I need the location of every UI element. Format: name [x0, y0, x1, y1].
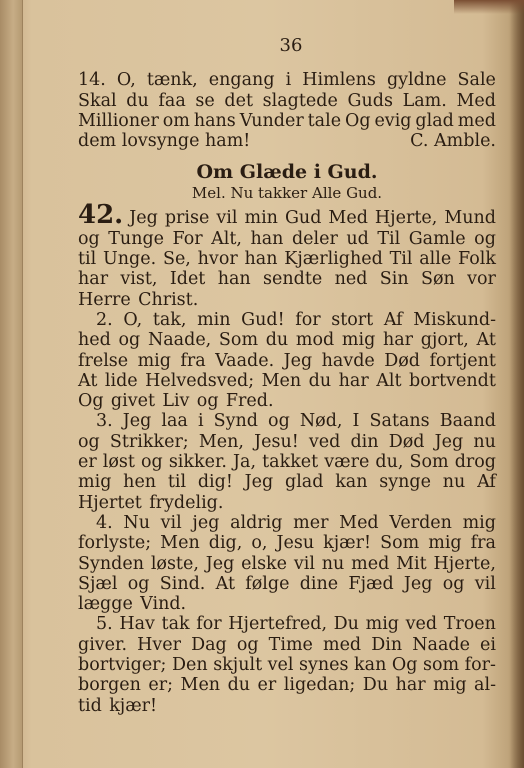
word: vil [293, 553, 315, 574]
word: faa [158, 90, 186, 111]
word: kan [335, 472, 368, 493]
word: du [308, 370, 332, 391]
stanza-last-line: dem lovsynge ham! [78, 131, 251, 152]
word: tale [307, 110, 342, 131]
first-line-text [129, 208, 496, 228]
word: tid [78, 695, 102, 716]
word: Naade, [147, 330, 212, 351]
word: dine [299, 573, 339, 594]
word: ei [480, 634, 496, 655]
justified-line [78, 554, 496, 574]
word: Verden [389, 512, 452, 533]
word: har [395, 675, 426, 696]
word: I [352, 411, 360, 432]
justified-line [78, 310, 496, 330]
word: Naade [412, 634, 470, 655]
word: Synden [78, 553, 144, 574]
word: lide [104, 370, 138, 391]
word: forlyste; [78, 533, 152, 554]
word: til [78, 249, 97, 270]
word: Idet [169, 269, 206, 290]
word: For [172, 228, 203, 249]
justified-line [78, 635, 496, 655]
word: Nød, [299, 411, 343, 432]
spine-shadow [510, 0, 524, 768]
word: har [338, 370, 369, 391]
word: 2. [96, 309, 113, 330]
word: kjær! [323, 533, 372, 554]
justified-line [78, 472, 496, 492]
word: mig [365, 614, 399, 635]
word: Strikker; [109, 431, 189, 452]
word: Du [362, 675, 389, 696]
word: i [197, 411, 204, 432]
word: ud [346, 228, 369, 249]
word: og [141, 452, 163, 473]
short-line [78, 493, 496, 513]
word: fortjent [429, 350, 496, 371]
word: og [268, 411, 290, 432]
hymn-title: Om Glæde i Gud. [196, 161, 378, 184]
justified-line [78, 675, 496, 695]
word: Som [380, 533, 420, 554]
top-stain [454, 0, 524, 14]
word: du [126, 90, 149, 111]
word: jeg [192, 512, 220, 533]
word: løst [102, 452, 135, 473]
word: mig [78, 472, 112, 493]
word: for- [464, 655, 496, 676]
word: min [197, 309, 231, 330]
word: Hjertet [78, 492, 142, 513]
word: glad [415, 110, 454, 131]
word: Liv [162, 391, 190, 412]
word: Du [333, 614, 359, 635]
word: tak [161, 614, 190, 635]
short-line [78, 594, 496, 614]
word: Af [383, 309, 403, 330]
word: og [78, 431, 100, 452]
word: frelse [78, 350, 129, 371]
justified-line [78, 655, 496, 675]
word: du, [375, 452, 404, 473]
justified-line [78, 111, 496, 131]
word: havde [321, 350, 375, 371]
hymn-42 [78, 200, 496, 716]
word: 3. [96, 411, 113, 432]
justified-line [78, 432, 496, 452]
word: Hver [137, 634, 182, 655]
word: han [244, 249, 278, 270]
word: Hav [119, 614, 155, 635]
word: Lam. [402, 90, 447, 111]
word: være [324, 452, 370, 473]
word: Jeg [283, 350, 313, 371]
word: giver. [78, 634, 128, 655]
word: Miskund- [413, 309, 496, 330]
word: mig [341, 330, 376, 351]
word: Ja, [233, 452, 257, 473]
word: han [217, 269, 251, 290]
first-line [78, 200, 496, 231]
justified-line [78, 411, 496, 431]
word: synge [379, 472, 431, 493]
word: Hjerte, [374, 208, 438, 229]
word: O, [116, 70, 136, 91]
hymn-number: 42. [78, 200, 124, 231]
word: med [351, 553, 390, 574]
word: vist, [120, 269, 158, 290]
word: Fjæd [348, 573, 394, 594]
word: Men [160, 533, 200, 554]
word: det [224, 90, 254, 111]
word: og [196, 391, 219, 412]
word: mod [295, 330, 335, 351]
word: laa [161, 411, 188, 432]
word: Men, [198, 431, 244, 452]
word: og [442, 573, 465, 594]
word: Time [268, 634, 313, 655]
word: Søn [420, 269, 455, 290]
word: Guds [347, 90, 393, 111]
word: du [227, 675, 251, 696]
word: Vunder [239, 110, 304, 131]
justified-line [78, 249, 496, 269]
word: Vaade. [215, 350, 275, 371]
word: Sale [457, 70, 496, 91]
word: Jeg [244, 472, 274, 493]
hymn-author: C. Amble. [410, 131, 496, 152]
justified-line [78, 330, 496, 350]
word: lægge [78, 594, 133, 615]
word: Tunge [108, 228, 165, 249]
word: Af [477, 472, 496, 493]
word: Jeg [205, 553, 235, 574]
word: og [127, 573, 150, 594]
word: hen [123, 472, 157, 493]
word: gjort, [420, 330, 469, 351]
word: Alt, [211, 228, 242, 249]
word: evig [374, 110, 412, 131]
word: for [196, 614, 222, 635]
word: bortvendt [409, 370, 496, 391]
word: Med [328, 208, 368, 229]
word: har [78, 269, 109, 290]
word: Hjerte, [433, 553, 496, 574]
word: Dag [191, 634, 227, 655]
word: 4. [96, 512, 113, 533]
word: er; [148, 675, 174, 696]
word: Men [180, 675, 221, 696]
word: nu [321, 553, 345, 574]
word: fra [180, 350, 206, 371]
justified-line [78, 533, 496, 553]
word: Skal [78, 90, 117, 111]
word: skjult [213, 655, 263, 676]
word: Og [78, 391, 104, 412]
word: din [350, 431, 379, 452]
justified-line [78, 452, 496, 472]
word: Fred. [225, 391, 274, 412]
word: deler [291, 228, 338, 249]
word: Med [339, 512, 379, 533]
word: bortviger; [78, 655, 167, 676]
word: og [118, 330, 141, 351]
justified-line [78, 70, 496, 90]
word: mig [462, 512, 496, 533]
word: Christ. [138, 289, 199, 310]
word: o, [251, 533, 268, 554]
word: Unge. [103, 249, 157, 270]
word: Alt [376, 370, 402, 391]
justified-line [78, 371, 496, 391]
word: Som [218, 330, 259, 351]
word: Folk [458, 249, 496, 270]
hymn-melody: Mel. Nu takker Alle Gud. [191, 184, 383, 203]
word: borgen [78, 675, 141, 696]
word: ved [308, 431, 341, 452]
word: Helvedsved; [145, 370, 255, 391]
word: Himlens [302, 70, 376, 91]
word: ned [334, 269, 368, 290]
word: om [162, 110, 190, 131]
word: har [382, 330, 414, 351]
last-line-with-author [78, 131, 496, 151]
word: synes [299, 655, 349, 676]
word: 5. [96, 614, 113, 635]
justified-line [78, 229, 496, 249]
word: slagtede [262, 90, 338, 111]
word: Med [456, 90, 496, 111]
word: vor [467, 269, 496, 290]
word: hed [78, 330, 111, 351]
word: At [215, 573, 236, 594]
word: stort [331, 309, 374, 330]
word: mer [293, 512, 329, 533]
justified-line [78, 351, 496, 371]
word: Jeg [122, 411, 152, 432]
word: se [195, 90, 215, 111]
word: Satans [369, 411, 430, 432]
word: er [257, 675, 277, 696]
word: At [78, 370, 98, 391]
justified-line [78, 269, 496, 289]
word: Hjertefred, [228, 614, 328, 635]
word: glad [285, 472, 324, 493]
word: for [295, 309, 321, 330]
word: med [457, 110, 496, 131]
word: O, [123, 309, 143, 330]
word: Jeg [129, 208, 158, 229]
word: Jeg [434, 431, 464, 452]
word: givet [110, 391, 155, 412]
word: fra [470, 533, 496, 554]
word: Herre [78, 289, 131, 310]
word: hvor [197, 249, 238, 270]
word: vil [474, 573, 496, 594]
word: Sjæl [78, 573, 118, 594]
word: Og [344, 110, 371, 131]
word: Nu [123, 512, 150, 533]
word: du [265, 330, 289, 351]
word: sikker. [168, 452, 227, 473]
word: Som [409, 452, 449, 473]
word: Din [371, 634, 403, 655]
word: og [78, 228, 100, 249]
word: Død [384, 350, 420, 371]
word: tak, [152, 309, 187, 330]
word: Jeg [403, 573, 433, 594]
stanza-14 [78, 70, 496, 151]
word: Død [388, 431, 425, 452]
word: han [250, 228, 284, 249]
word: At [476, 330, 496, 351]
justified-line [78, 513, 496, 533]
word: Til [377, 228, 401, 249]
word: Gamle [408, 228, 466, 249]
word: Synd [213, 411, 258, 432]
word: er [78, 452, 97, 473]
word: vel [267, 655, 294, 676]
word: kan [354, 655, 387, 676]
word: Gud [284, 208, 322, 229]
word: Troen [443, 614, 496, 635]
word: vil [160, 512, 182, 533]
word: al- [474, 675, 496, 696]
word: og [474, 228, 496, 249]
word: løste, [150, 553, 199, 574]
page-number: 36 [279, 35, 303, 56]
word: mig [137, 350, 171, 371]
word: Jesu [276, 533, 315, 554]
page-text [78, 36, 496, 716]
word: dig, [208, 533, 243, 554]
word: kjær! [109, 695, 158, 716]
word: mig [428, 533, 462, 554]
word: Gud! [241, 309, 285, 330]
word: 14. [78, 70, 106, 91]
word: Til [389, 249, 413, 270]
justified-line [78, 91, 496, 111]
word: og [236, 634, 259, 655]
word: prise [164, 208, 210, 229]
word: dig! [197, 472, 233, 493]
word: Millioner [78, 110, 159, 131]
justified-line [78, 574, 496, 594]
word: Jesu! [254, 431, 299, 452]
word: Se, [162, 249, 191, 270]
word: drog [454, 452, 496, 473]
word: følge [245, 573, 290, 594]
word: vil [216, 208, 238, 229]
page-edge [0, 0, 23, 768]
short-line [78, 696, 496, 716]
word: nu [442, 472, 466, 493]
word: med [322, 634, 362, 655]
word: mig [433, 675, 467, 696]
justified-line [78, 614, 496, 634]
word: aldrig [230, 512, 283, 533]
word: Den [171, 655, 208, 676]
word: hans [193, 110, 236, 131]
word: som [422, 655, 460, 676]
word: Vind. [140, 594, 187, 615]
word: Og [391, 655, 418, 676]
word: til [167, 472, 187, 493]
short-line [78, 391, 496, 411]
word: i [285, 70, 292, 91]
word: engang [208, 70, 275, 91]
word: Sind. [159, 573, 206, 594]
word: gyldne [386, 70, 447, 91]
word: Kjærlighed [284, 249, 383, 270]
word: Sin [379, 269, 409, 290]
word: Mit [396, 553, 427, 574]
word: elske [241, 553, 288, 574]
word: ligedan; [283, 675, 356, 696]
word: Baand [439, 411, 496, 432]
word: Mund [444, 208, 496, 229]
word: nu [473, 431, 496, 452]
word: takket [262, 452, 319, 473]
word: Men [261, 370, 302, 391]
word: tænk, [146, 70, 198, 91]
short-line [78, 290, 496, 310]
word: sendte [263, 269, 323, 290]
word: min [244, 208, 278, 229]
word: alle [419, 249, 452, 270]
word: frydelig. [149, 492, 224, 513]
word: ved [405, 614, 438, 635]
